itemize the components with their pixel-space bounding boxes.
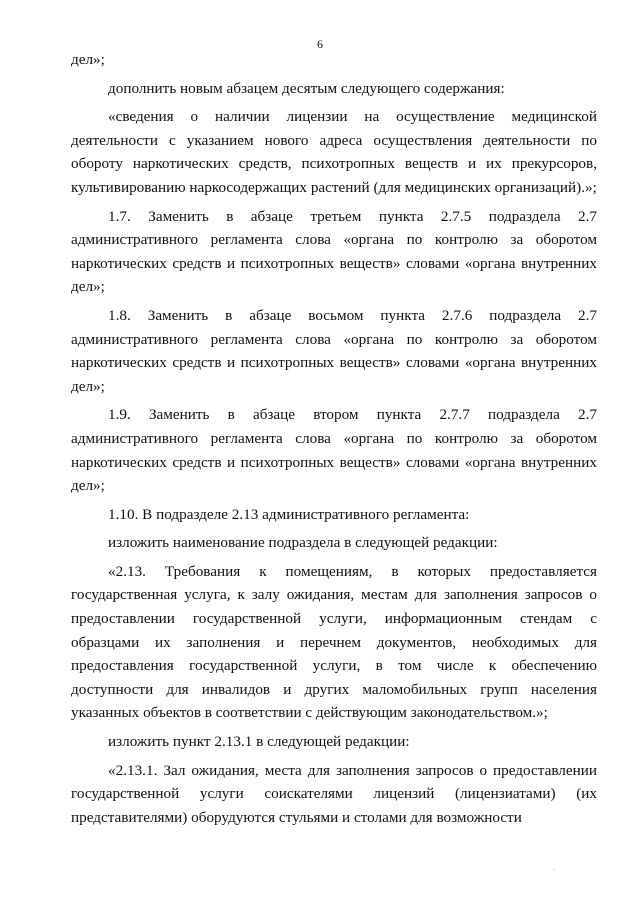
paragraph-point-2-13-1: изложить пункт 2.13.1 в следующей редакции: [108, 733, 410, 751]
paragraph-1-9: 1.9. Заменить в абзаце втором пункта 2.7.7 подраздела 2.7 административного регламента слова «органа по контролю за оборотом наркотических средств и психотропных веществ» словами «органа внутренних дел»; [71, 406, 597, 495]
paragraph-2-13-1: «2.13.1. Зал ожидания, места для заполнения запросов о предоставлении государственной услуги соискателями лицензий (лицензиатами) (их представителями) оборудуются стульями и столами для возможности [71, 761, 597, 826]
paragraph-subsection-title: изложить наименование подраздела в следующей редакции: [108, 534, 498, 552]
paragraph-1-8: 1.8. Заменить в абзаце восьмом пункта 2.7.6 подраздела 2.7 административного регламента слова «органа по контролю за оборотом наркотических средств и психотропных веществ» словами «органа внутренних дел»; [71, 306, 597, 395]
paragraph-1-10: 1.10. В подразделе 2.13 административного регламента: [108, 505, 470, 523]
paragraph-continuation: дел»; [71, 51, 105, 68]
paragraph-2-13: «2.13. Требования к помещениям, в которых предоставляется государственная услуга, к залу ожидания, местам для заполнения запросов о предоставлении государственной услуги, информационным стендам с образцами их заполнения и перечнем документов, необходимых для предоставления государственной услуги, в том числе к обеспечению доступности для инвалидов и других маломобильных групп населения указанных объектов в соответствии с действующим законодательством.»; [71, 562, 597, 722]
paragraph-1-7: 1.7. Заменить в абзаце третьем пункта 2.7.5 подраздела 2.7 административного регламента слова «органа по контролю за оборотом наркотических средств и психотропных веществ» словами «органа внутренних дел»; [71, 207, 597, 296]
document-body [71, 48, 597, 829]
page-number: 6 [317, 37, 323, 51]
paragraph-add-tenth: дополнить новым абзацем десятым следующего содержания: [108, 79, 505, 97]
paragraph-license-info: «сведения о наличии лицензии на осуществление медицинской деятельности с указанием нового адреса осуществления деятельности по обороту наркотических средств, психотропных веществ и их прекурсоров, культивированию наркосодержащих растений (для медицинских организаций).»; [71, 108, 597, 196]
scan-mark: · [553, 866, 556, 874]
